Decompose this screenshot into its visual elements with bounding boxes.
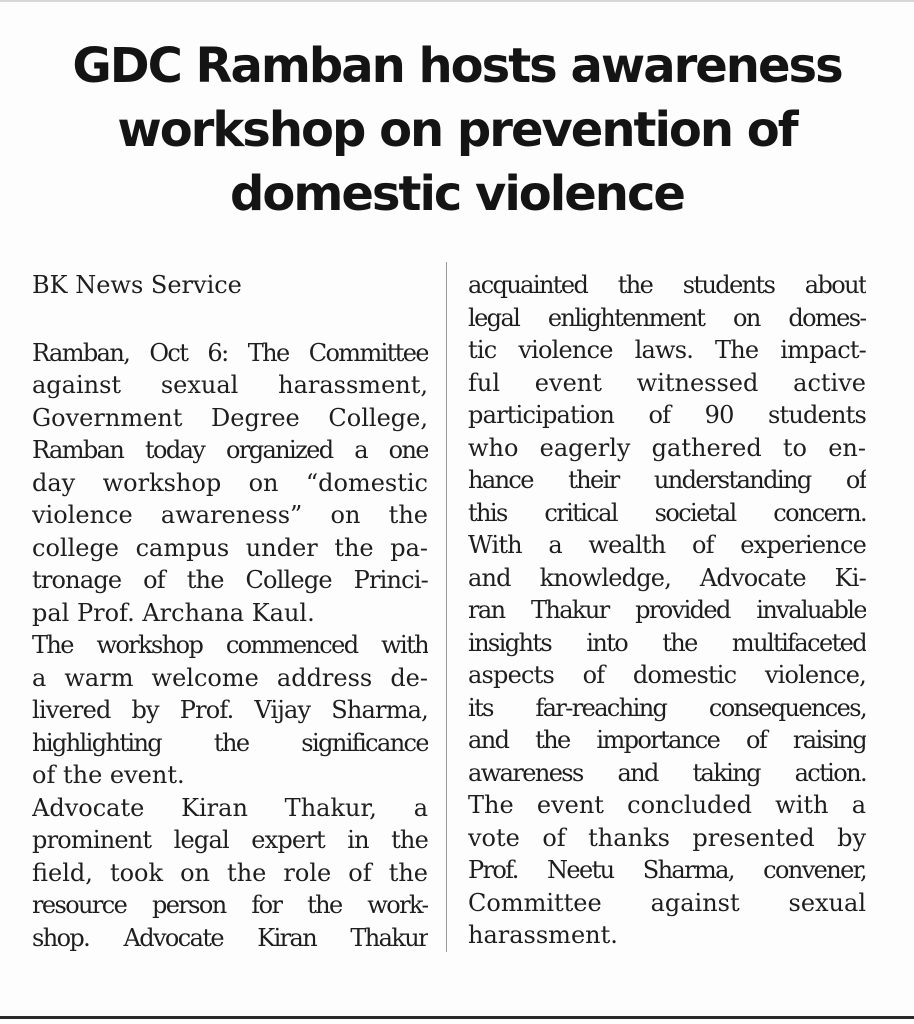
body-line: resource person for the work-: [32, 891, 428, 919]
body-line: The workshop commenced with: [32, 631, 428, 659]
body-line: pal Prof. Archana Kaul.: [32, 598, 315, 627]
body-line: ran Thakur provided invaluable: [468, 596, 866, 624]
body-line: hance their understanding of: [468, 466, 866, 494]
body-line: Prof. Neetu Sharma, convener,: [468, 856, 866, 884]
body-line: tic violence laws. The impact-: [468, 336, 866, 364]
body-line: shop. Advocate Kiran Thakur: [32, 923, 428, 952]
body-line: against sexual harassment,: [32, 371, 428, 399]
top-rule: [0, 0, 914, 2]
body-line: college campus under the pa-: [32, 533, 428, 562]
body-line: prominent legal expert in the: [32, 826, 428, 854]
byline-spacer: [32, 302, 428, 337]
headline-line-1: GDC Ramban hosts awareness: [72, 38, 842, 94]
headline-line-2: workshop on prevention of: [117, 102, 797, 158]
headline: [10, 34, 904, 226]
body-line: vote of thanks presented by: [468, 823, 866, 852]
body-line: violence awareness” on the: [32, 501, 428, 529]
body-line: who eagerly gathered to en-: [468, 433, 866, 462]
body-line: its far-reaching consequences,: [468, 693, 866, 722]
body-line: field, took on the role of the: [32, 858, 428, 887]
body-line: and the importance of raising: [468, 726, 866, 754]
body-line: highlighting the significance: [32, 728, 428, 757]
body-line: Government Degree College,: [32, 403, 428, 432]
body-line: day workshop on “domestic: [32, 468, 428, 497]
body-line: livered by Prof. Vijay Sharma,: [32, 696, 428, 724]
body-line: harassment.: [468, 921, 618, 949]
body-line: Ramban, Oct 6: The Committee: [32, 338, 428, 367]
body-line: Committee against sexual: [468, 888, 866, 917]
body-line: insights into the multifaceted: [468, 628, 866, 657]
body-line: legal enlightenment on domes-: [468, 303, 866, 332]
column-divider: [446, 262, 447, 952]
body-line: aspects of domestic violence,: [468, 661, 866, 689]
body-line: ful event witnessed active: [468, 368, 866, 397]
body-line: participation of 90 students: [468, 401, 866, 429]
article-column-right: [468, 269, 866, 952]
body-line: The event concluded with a: [468, 791, 866, 819]
article-column-left: [32, 269, 428, 954]
body-line: tronage of the College Princi-: [32, 566, 428, 594]
body-line: and knowledge, Advocate Ki-: [468, 563, 866, 592]
body-line: of the event.: [32, 761, 185, 789]
body-line: a warm welcome address de-: [32, 663, 428, 692]
body-line: With a wealth of experience: [468, 531, 866, 559]
bottom-rule: [0, 1016, 914, 1019]
body-line: awareness and taking action.: [468, 758, 866, 787]
body-line: this critical societal concern.: [468, 498, 866, 527]
body-line: acquainted the students about: [468, 271, 866, 299]
body-line: Ramban today organized a one: [32, 436, 428, 464]
byline: BK News Service: [32, 271, 242, 299]
body-line: Advocate Kiran Thakur, a: [32, 793, 428, 822]
headline-line-3: domestic violence: [230, 166, 684, 222]
